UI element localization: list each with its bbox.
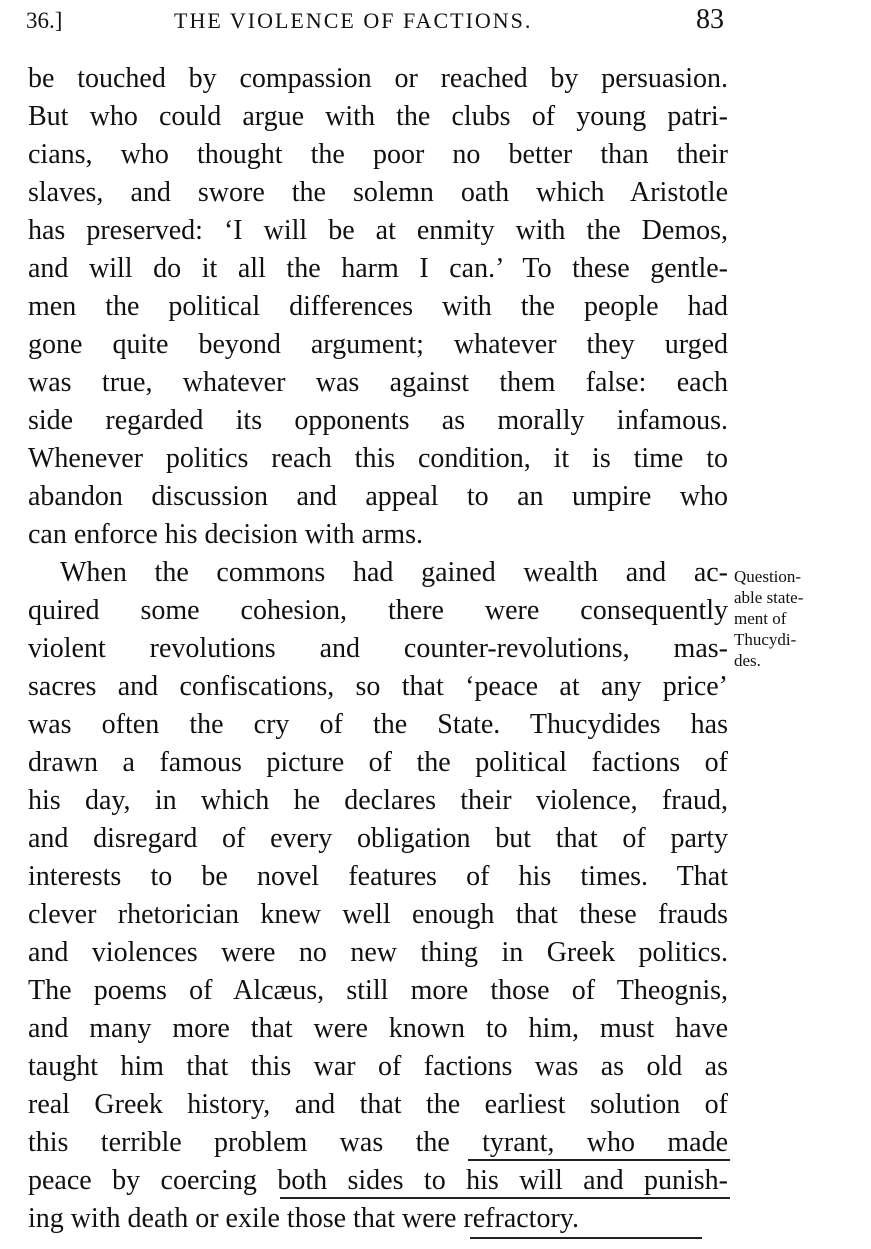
text-line: But who could argue with the clubs of young patri- xyxy=(28,101,728,132)
text-line: quired some cohesion, there were consequently xyxy=(28,595,728,626)
text-line: side regarded its opponents as morally infamous. xyxy=(28,405,728,436)
text-line: slaves, and swore the solemn oath which Aristotle xyxy=(28,177,728,208)
text-line: can enforce his decision with arms. xyxy=(28,519,423,550)
margin-note-line: ment of xyxy=(734,609,787,628)
text-line: be touched by compassion or reached by persuasion. xyxy=(28,63,728,94)
pen-underline xyxy=(470,1237,702,1239)
pen-underline xyxy=(280,1197,730,1199)
text-line: cians, who thought the poor no better than their xyxy=(28,139,728,170)
margin-note-line: Question- xyxy=(734,567,802,586)
running-title: THE VIOLENCE OF FACTIONS. xyxy=(174,8,533,33)
text-line: this terrible problem was the tyrant, who made xyxy=(28,1127,728,1158)
text-line: violent revolutions and counter-revolutions, mas- xyxy=(28,633,728,664)
body-text xyxy=(28,60,728,1238)
text-line: and violences were no new thing in Greek politics. xyxy=(28,937,728,968)
text-line: and will do it all the harm I can.’ To these gentle- xyxy=(28,253,728,284)
text-line: men the political differences with the people had xyxy=(28,291,728,322)
text-line: clever rhetorician knew well enough that these frauds xyxy=(28,899,728,930)
text-line: gone quite beyond argument; whatever they urged xyxy=(28,329,728,360)
page-number: 83 xyxy=(696,4,724,35)
text-line: abandon discussion and appeal to an umpire who xyxy=(28,481,728,512)
text-line: was true, whatever was against them false: each xyxy=(28,367,728,398)
text-line: peace by coercing both sides to his will and punish- xyxy=(28,1165,728,1196)
margin-note-line: des. xyxy=(734,651,761,670)
running-header xyxy=(26,4,726,40)
text-line: was often the cry of the State. Thucydides has xyxy=(28,709,728,740)
text-line: and many more that were known to him, must have xyxy=(28,1013,728,1044)
text-line: sacres and confiscations, so that ‘peace at any price’ xyxy=(28,671,728,702)
margin-note-line: able state- xyxy=(734,588,804,607)
section-number: 36.] xyxy=(26,8,63,33)
text-line: interests to be novel features of his times. That xyxy=(28,861,728,892)
text-line: The poems of Alcæus, still more those of Theognis, xyxy=(28,975,728,1006)
text-line: ing with death or exile those that were refractory. xyxy=(28,1203,579,1234)
paragraph-start-line: When the commons had gained wealth and ac- xyxy=(60,557,728,588)
text-line: drawn a famous picture of the political factions of xyxy=(28,747,728,778)
text-line: taught him that this war of factions was as old as xyxy=(28,1051,728,1082)
margin-note xyxy=(734,566,868,671)
pen-underline xyxy=(468,1159,730,1161)
text-line: his day, in which he declares their violence, fraud, xyxy=(28,785,728,816)
text-line: Whenever politics reach this condition, it is time to xyxy=(28,443,728,474)
text-line: real Greek history, and that the earliest solution of xyxy=(28,1089,728,1120)
text-line: and disregard of every obligation but that of party xyxy=(28,823,728,854)
text-line: has preserved: ‘I will be at enmity with the Demos, xyxy=(28,215,728,246)
margin-note-line: Thucydi- xyxy=(734,630,797,649)
